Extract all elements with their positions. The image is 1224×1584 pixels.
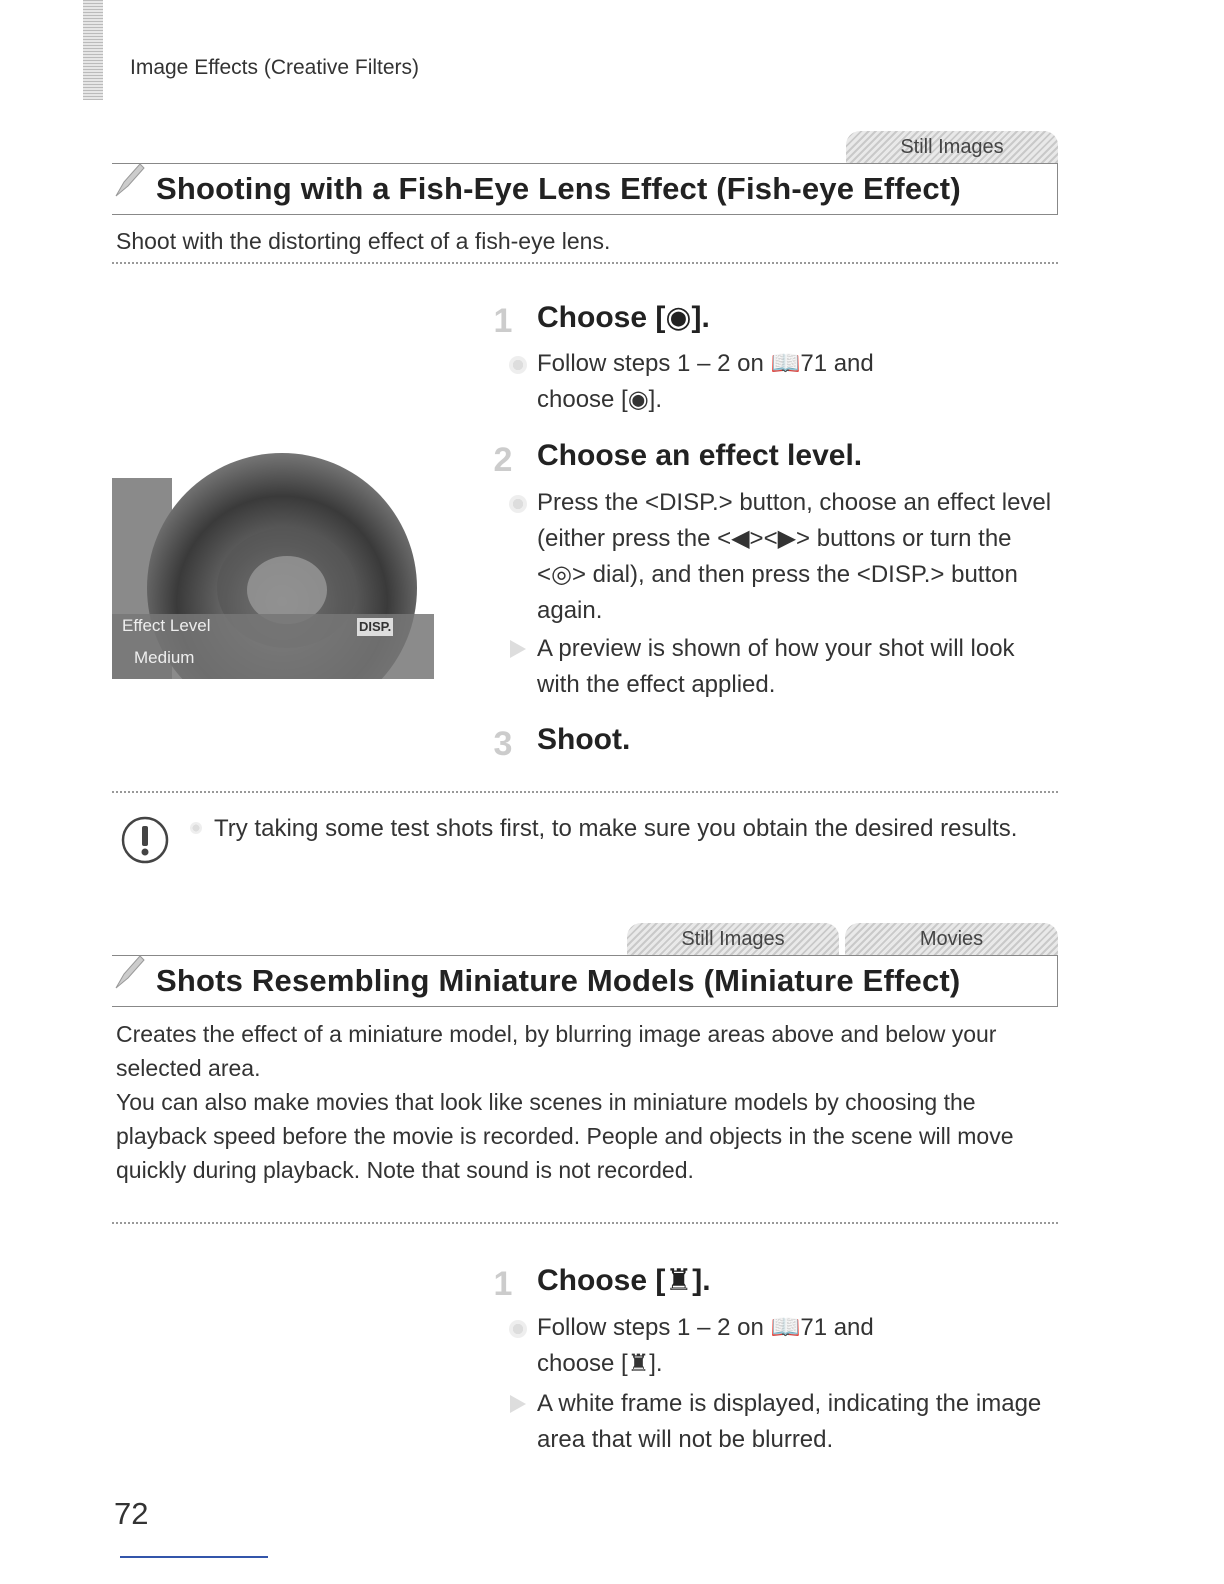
- page-underline: [120, 1556, 268, 1558]
- section-description: You can also make movies that look like scenes in miniature models by choosing the playback speed before the movie is recorded. People and objects in the scene will move quickly during playback. Note that sound is not recorded.: [116, 1089, 1014, 1183]
- section-title-fisheye: [112, 163, 1058, 215]
- step-title: Choose [♜].: [537, 1264, 711, 1297]
- pencil-corner-icon: [114, 950, 146, 990]
- step-bullet: A preview is shown of how your shot will look with the effect applied.: [537, 635, 1015, 698]
- effect-level-label: Effect Level: [122, 616, 211, 635]
- divider: [112, 262, 1058, 264]
- fisheye-sample-photo: [112, 438, 434, 679]
- step-bullet: Press the <DISP.> button, choose an effect level (either press the <◀><▶> buttons or turn the <◎> dial), and then press the <DISP.> button again.: [537, 489, 1052, 624]
- running-header: Image Effects (Creative Filters): [130, 56, 420, 79]
- step-bullet: Follow steps 1 – 2 on 📖71 and choose [◉].: [537, 350, 874, 413]
- divider: [112, 791, 1058, 793]
- step-bullet: Follow steps 1 – 2 on 📖71 and choose [♜].: [537, 1314, 874, 1377]
- bullet-dot: [509, 356, 527, 374]
- fisheye-image: [112, 438, 434, 679]
- still-images-tag: Still Images: [846, 131, 1058, 163]
- step-number: 3: [493, 725, 513, 763]
- bullet-dot: [509, 495, 527, 513]
- pencil-corner-icon: [114, 158, 146, 198]
- section-description: Creates the effect of a miniature model, by blurring image areas above and below your selected area.: [116, 1021, 997, 1081]
- binding-edge-strip: [83, 0, 103, 100]
- section-title-text: Shooting with a Fish-Eye Lens Effect (Fish-eye Effect): [156, 171, 961, 206]
- step-number: 2: [493, 441, 513, 479]
- step-number: 1: [493, 1265, 513, 1303]
- step-title: Choose [◉].: [537, 301, 710, 334]
- step-number: 1: [493, 302, 513, 340]
- caution-icon: [116, 814, 174, 866]
- bullet-triangle: [510, 1395, 526, 1413]
- caution-note: Try taking some test shots first, to make sure you obtain the desired results.: [214, 815, 1018, 842]
- effect-level-value: Medium: [134, 648, 195, 667]
- disp-badge: DISP.: [359, 619, 392, 634]
- divider: [112, 1222, 1058, 1224]
- section-description: Shoot with the distorting effect of a fish-eye lens.: [116, 228, 611, 254]
- section-title-miniature: [112, 955, 1058, 1007]
- bullet-triangle: [510, 640, 526, 658]
- section-title-text: Shots Resembling Miniature Models (Miniature Effect): [156, 963, 961, 998]
- bullet-dot: [190, 822, 202, 834]
- bullet-dot: [509, 1320, 527, 1338]
- step-bullet: A white frame is displayed, indicating the image area that will not be blurred.: [537, 1390, 1042, 1453]
- page-number: 72: [114, 1496, 149, 1531]
- movies-tag: Movies: [845, 923, 1058, 955]
- still-images-tag: Still Images: [627, 923, 839, 955]
- step-title: Choose an effect level.: [537, 439, 863, 472]
- step-title: Shoot.: [537, 723, 631, 756]
